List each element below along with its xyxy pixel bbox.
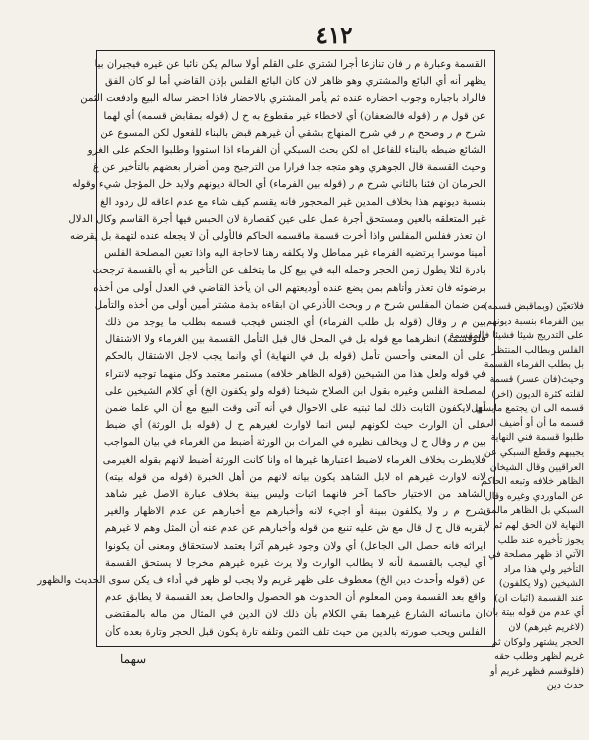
margin-line: غريم لظهر وطلب حقه bbox=[494, 651, 584, 663]
margin-line: التأخير ولي هذا مراد bbox=[503, 563, 584, 575]
text-line: فلايطرت بخلاف الغرماء لاضبط اعتبارها غيرها اه وانا كانت الورثة أضبط لانهم بقوله الغيرمى bbox=[102, 454, 486, 466]
text-line: شرح م ر ولا يكلفون ببينة أو اجيء لانه وأخبارهم مع أخبارهم عن عدم الاظهار والغير bbox=[105, 506, 486, 518]
text-line: الشائع ضبطه بالبناء للفاعل اه لكن بحث السبكي أن الفرماء اذا استووا وطلبوا الحكم على الغرو bbox=[87, 145, 486, 156]
margin-line: لقلته كثرة الديون (اخر) bbox=[491, 388, 584, 400]
margin-line: الظاهر خلافه وتبعه الحاكم bbox=[481, 476, 584, 488]
text-line: الحرمان ان فئنا بالثاني شرح م ر (قوله بين الفرماء) أي الحالة ديونهم ولايد خل المؤجل شيء وقوله bbox=[72, 179, 486, 191]
text-line: غير المتعلقه بالعين ومستحق أجرة عمل على عين كقصارة لان الحبس فيها أجرة القاسم وكال الدلال bbox=[68, 213, 486, 225]
margin-line: الشيخين (ولا يكلفون) bbox=[498, 578, 584, 590]
margin-line: الفلس وبطالب المنتظر bbox=[491, 344, 584, 356]
text-line: أي ليجب بالقسمة لأنه لا يطالب الوارث ولا يرث غيره غيرهم مخرجا لا يستحق القسمة bbox=[105, 557, 486, 569]
margin-line: يجيبهم وقطع السبكي عن bbox=[483, 446, 584, 458]
margin-line: عند القسمة (اثبات ان) bbox=[494, 592, 584, 604]
margin-line: فلاتعيّن (وبماقبض قسمه) bbox=[483, 301, 584, 312]
margin-line: قسمه الى ان يجتمع مايسهل bbox=[471, 403, 584, 415]
text-line: يظهر أنه أي البائع والمشتري وهو ظاهر لان كان البائع الفلس بإذن القاضي أما لو كان الفق bbox=[105, 76, 486, 88]
text-line: الشاهد من الاختيار حاكما آخر فانهما اثبات وليس بينة بخلاف عبارة الاصل غير شاهد bbox=[105, 489, 486, 500]
text-line: القسمة وعبارة م ر فان تنازعا أجرا لشتري على القلم أولا سالم يكن نائبا عن غيره فيجيران بيا bbox=[94, 59, 486, 70]
margin-line: النهاية لان الحق لهم ثم لا bbox=[484, 519, 584, 531]
main-text-frame bbox=[37, 50, 495, 647]
text-line: من ضمان المفلس شرح م ر وبحث الأذرعي ان ابقاءه بذمة مشتر أمين أولى من أخذه والتأمل bbox=[94, 299, 486, 311]
text-line: بين م ر وقال (قوله بل طلب الفرماء) أي الجنس فيجب قسمه بطلب ما يوجد من ذلك bbox=[105, 317, 486, 328]
text-line: عن قول م ر (قوله فالضعفان) أي لاخطاء غير مقطوع به ح ل (قوله بمقابض قسمه) أي لهما bbox=[103, 110, 486, 122]
text-line: ان مانسائه الشارع غيرهما بقي الكلام بأن ذلك لان الدين في المثال من ماله بالمقتضى bbox=[105, 609, 486, 621]
margin-line: عن الماوردي وغيره وقال bbox=[484, 490, 584, 502]
text-line: ان تعذر ففلس المفلس واذا أخرت قسمة ماقسمه الحاكم فالأولى أن لا يجعله عنده لتهمة بل يقرضه bbox=[69, 231, 486, 242]
margin-line: الحجر يشتهر ولوكان ثم bbox=[491, 636, 584, 648]
margin-line: العراقيين وقال الشيخان bbox=[489, 461, 584, 473]
text-line: لمصلحة الفلس وغيره بقول ابن الصلاح شيخنا (قوله ولو يكفون الخ) أي كلام الشيخين على bbox=[105, 385, 486, 397]
text-line: عن (قوله وأحدث دين الخ) معطوف على ظهر غريم ولا يجب لو ظهر في أداء ف يكن سوى الحديث والظهور bbox=[37, 575, 486, 586]
text-line: شرح م ر وصحح م ر في شرح المنهاج بشقي أن غيرهم قبض بالبناء للفعول لكن المسوع عن bbox=[100, 127, 486, 139]
margin-line: الآتي اذ ظهر مصلحة في bbox=[488, 549, 584, 561]
text-line: بقربه قال ح ل قال مع ش عليه تنبع من قوله وأخبارهم عن عدم عنه أن المثل وهم لا غيرهم bbox=[104, 523, 486, 535]
text-line: بين م ر وقال ح ل ويخالف نظيره في المراث بن الورثة أضبط من الغرماء في بيان المواجب bbox=[103, 437, 486, 449]
margin-line: (فلوقسم فظهر غريم أو bbox=[490, 665, 584, 677]
text-line: أمينا موسرا يرتضيه الفرماء غير مماطل ولا يكلفه رهنا لاحاجة اليه واذا تعين المصلحة الفلس bbox=[104, 248, 486, 260]
margin-line: طلبوا قسمة فني النهاية bbox=[490, 432, 584, 444]
margin-line: وحيث(فان عسر) قسمة bbox=[489, 373, 584, 385]
page-number: ٤١٢ bbox=[315, 22, 353, 49]
text-line: على أن المعنى وأحسن تأمل (قوله بل في النهاية) أي وانما يجب لاجل الاشتقال بالحكم bbox=[105, 351, 486, 363]
catchword: سهما bbox=[120, 652, 147, 666]
text-line: فلوقسمه) انظرهما مع قوله بل في المحل قال قبل التأمل القسمة بين الغرماء ولا الاشتقال bbox=[105, 334, 486, 346]
text-line: الفلس ويحب صورته بالدين من حيث تلف الثمن وتلفه تارة يكون قبل الحجر وتارة بعده كأن bbox=[105, 626, 486, 638]
margin-line: السبكي بل الظاهر مالمق bbox=[483, 505, 584, 517]
margin-line: أي عدم من قوله بيتة بان bbox=[485, 607, 584, 619]
text-line: أي لايكفون الثابت ذلك لما ثبتيه على الاحوال في أنه آتى وقت البيع مع أن الي علما ضمن bbox=[105, 403, 486, 414]
margin-line: (لاغريم غيرهم) لان bbox=[508, 622, 584, 634]
margin-line: حدث دين bbox=[546, 680, 584, 692]
text-line: على أن الوارث حيث لكونهم ليس انما لاوارث لغيرهم ح ل (قوله بل الورثة) أي ضبط bbox=[105, 420, 486, 432]
margin-line: قسمه ما أن أو أضيف الى bbox=[482, 417, 584, 429]
text-line: برضوئه فان تعذر وأتاهم بمن يضع عنده أوديعتهم الى ان يأخذ القاضي في العدل أولى من أخذه bbox=[93, 282, 486, 294]
text-line: في قوله ولعل هذا من الشيخين (قوله الظاهر خلافه) مستمر معتمد وكل منهما توجيه لانتراء bbox=[105, 368, 486, 380]
margin-line: على التدريج شيئا فشيئا فالمقسمة bbox=[449, 330, 584, 342]
margin-line: بل بطلب الفرماء القسمة bbox=[483, 359, 584, 371]
text-line: لانه لاوارث غيرهم اه لابل الشاهد يكون بيانه لانهم من أهل الخبرة (قوله من قوله بيته) bbox=[105, 471, 486, 483]
margin-commentary bbox=[449, 300, 584, 694]
margin-line: بين الفرماء بنسبة ديونهم bbox=[486, 315, 584, 327]
text-line: واقع بعد القسمة ومن المعلوم أن الحدوث هو الحصول والحاصل بعد القسمة لا يطابق عدم bbox=[105, 592, 486, 604]
text-line: بادرة لئلا يطول زمن الحجر وحمله البه في بيع كل ما يتخلف عن التأخير به أي بالقسمة ترجحت bbox=[92, 265, 486, 277]
text-line: ايراثه فانه حصل الى الجاعل) أي ولان وجود غيرهم آثرا يعتمد لاستحقاق ومعنى أن يكونوا bbox=[105, 540, 486, 552]
margin-line: يجوز تأخيره عند طلب bbox=[497, 534, 584, 546]
text-line: وحيث القسمة قال الجوهري وهو متجه جدا فرارا من الترجيح ومن أضرار بعضهم بالتأخير عن غ bbox=[92, 162, 486, 174]
text-line: فالراد باجباره وجوب احضاره عنده ثم يأمر المشتري بالاحضار فاذا احضر ساله البيع وادفعت الثمن bbox=[80, 93, 486, 105]
text-line: بنسبة ديونهم هذا بخلاف المدين غير المحجور فانه يقسم كيف شاء مع عدم اعاقه لل ردود الغ bbox=[100, 196, 486, 208]
